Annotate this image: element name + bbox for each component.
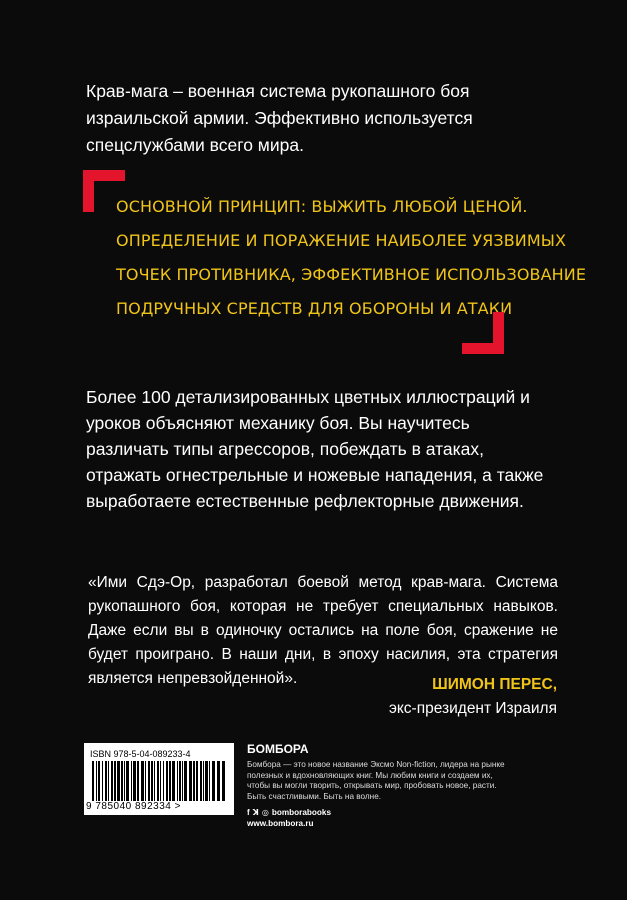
author-title: экс-президент Израиля	[388, 700, 557, 717]
red-bracket-bottom-right	[462, 312, 504, 354]
isbn-label: ISBN 978-5-04-089233-4	[90, 749, 191, 759]
barcode-image	[92, 761, 226, 801]
quote-paragraph: «Ими Сдэ-Ор, разработал боевой метод крав-мага. Система рукопашного боя, которая не требует специальных навыков. Даже если вы в одиночку остались на поле боя, сражение не будет проиграно. В наши дни, в эпоху насилия, эта стратегия является непревзойденной».	[88, 574, 558, 687]
principle-line: ОСНОВНОЙ ПРИНЦИП: ВЫЖИТЬ ЛЮБОЙ ЦЕНОЙ.	[116, 197, 528, 216]
quote-author	[389, 673, 557, 721]
publisher-site[interactable]: www.bombora.ru	[247, 819, 314, 828]
principle-line: ТОЧЕК ПРОТИВНИКА, ЭФФЕКТИВНОЕ ИСПОЛЬЗОВАНИЕ	[116, 265, 587, 284]
facebook-icon[interactable]: f	[247, 808, 250, 817]
body-paragraph: Более 100 детализированных цветных иллюстраций и уроков объясняют механику боя. Вы научитесь различать типы агрессоров, побеждать в атаках, отражать огнестрельные и ножевые нападения, а также выработаете естественные рефлекторные движения.	[86, 387, 544, 511]
publisher-social	[247, 808, 507, 817]
barcode-digits: 9 785040 892334 >	[86, 801, 181, 812]
principle-block	[116, 190, 587, 326]
vk-icon[interactable]: ꓘ	[252, 808, 259, 817]
social-handle[interactable]: bomborabooks	[271, 808, 331, 817]
author-name: ШИМОН ПЕРЕС,	[432, 676, 557, 693]
publisher-name: БОМБОРА	[247, 742, 309, 756]
publisher-description: Бомбора — это новое название Эксмо Non-fiction, лидера на рынке полезных и вдохновляющих книг. Мы любим книги и создаем их, чтобы вы могли творить, открывать мир, пробовать новое, расти. Быть счастливыми. Быть на волне.	[247, 760, 505, 801]
principle-line: ПОДРУЧНЫХ СРЕДСТВ ДЛЯ ОБОРОНЫ И АТАКИ	[116, 299, 513, 318]
instagram-icon[interactable]: ◎	[261, 808, 269, 817]
isbn-barcode-box	[84, 743, 234, 815]
intro-paragraph: Крав-мага – военная система рукопашного боя израильской армии. Эффективно используется спецслужбами всего мира.	[86, 81, 473, 155]
principle-line: ОПРЕДЕЛЕНИЕ И ПОРАЖЕНИЕ НАИБОЛЕЕ УЯЗВИМЫХ	[116, 231, 567, 250]
publisher-block	[247, 742, 507, 828]
